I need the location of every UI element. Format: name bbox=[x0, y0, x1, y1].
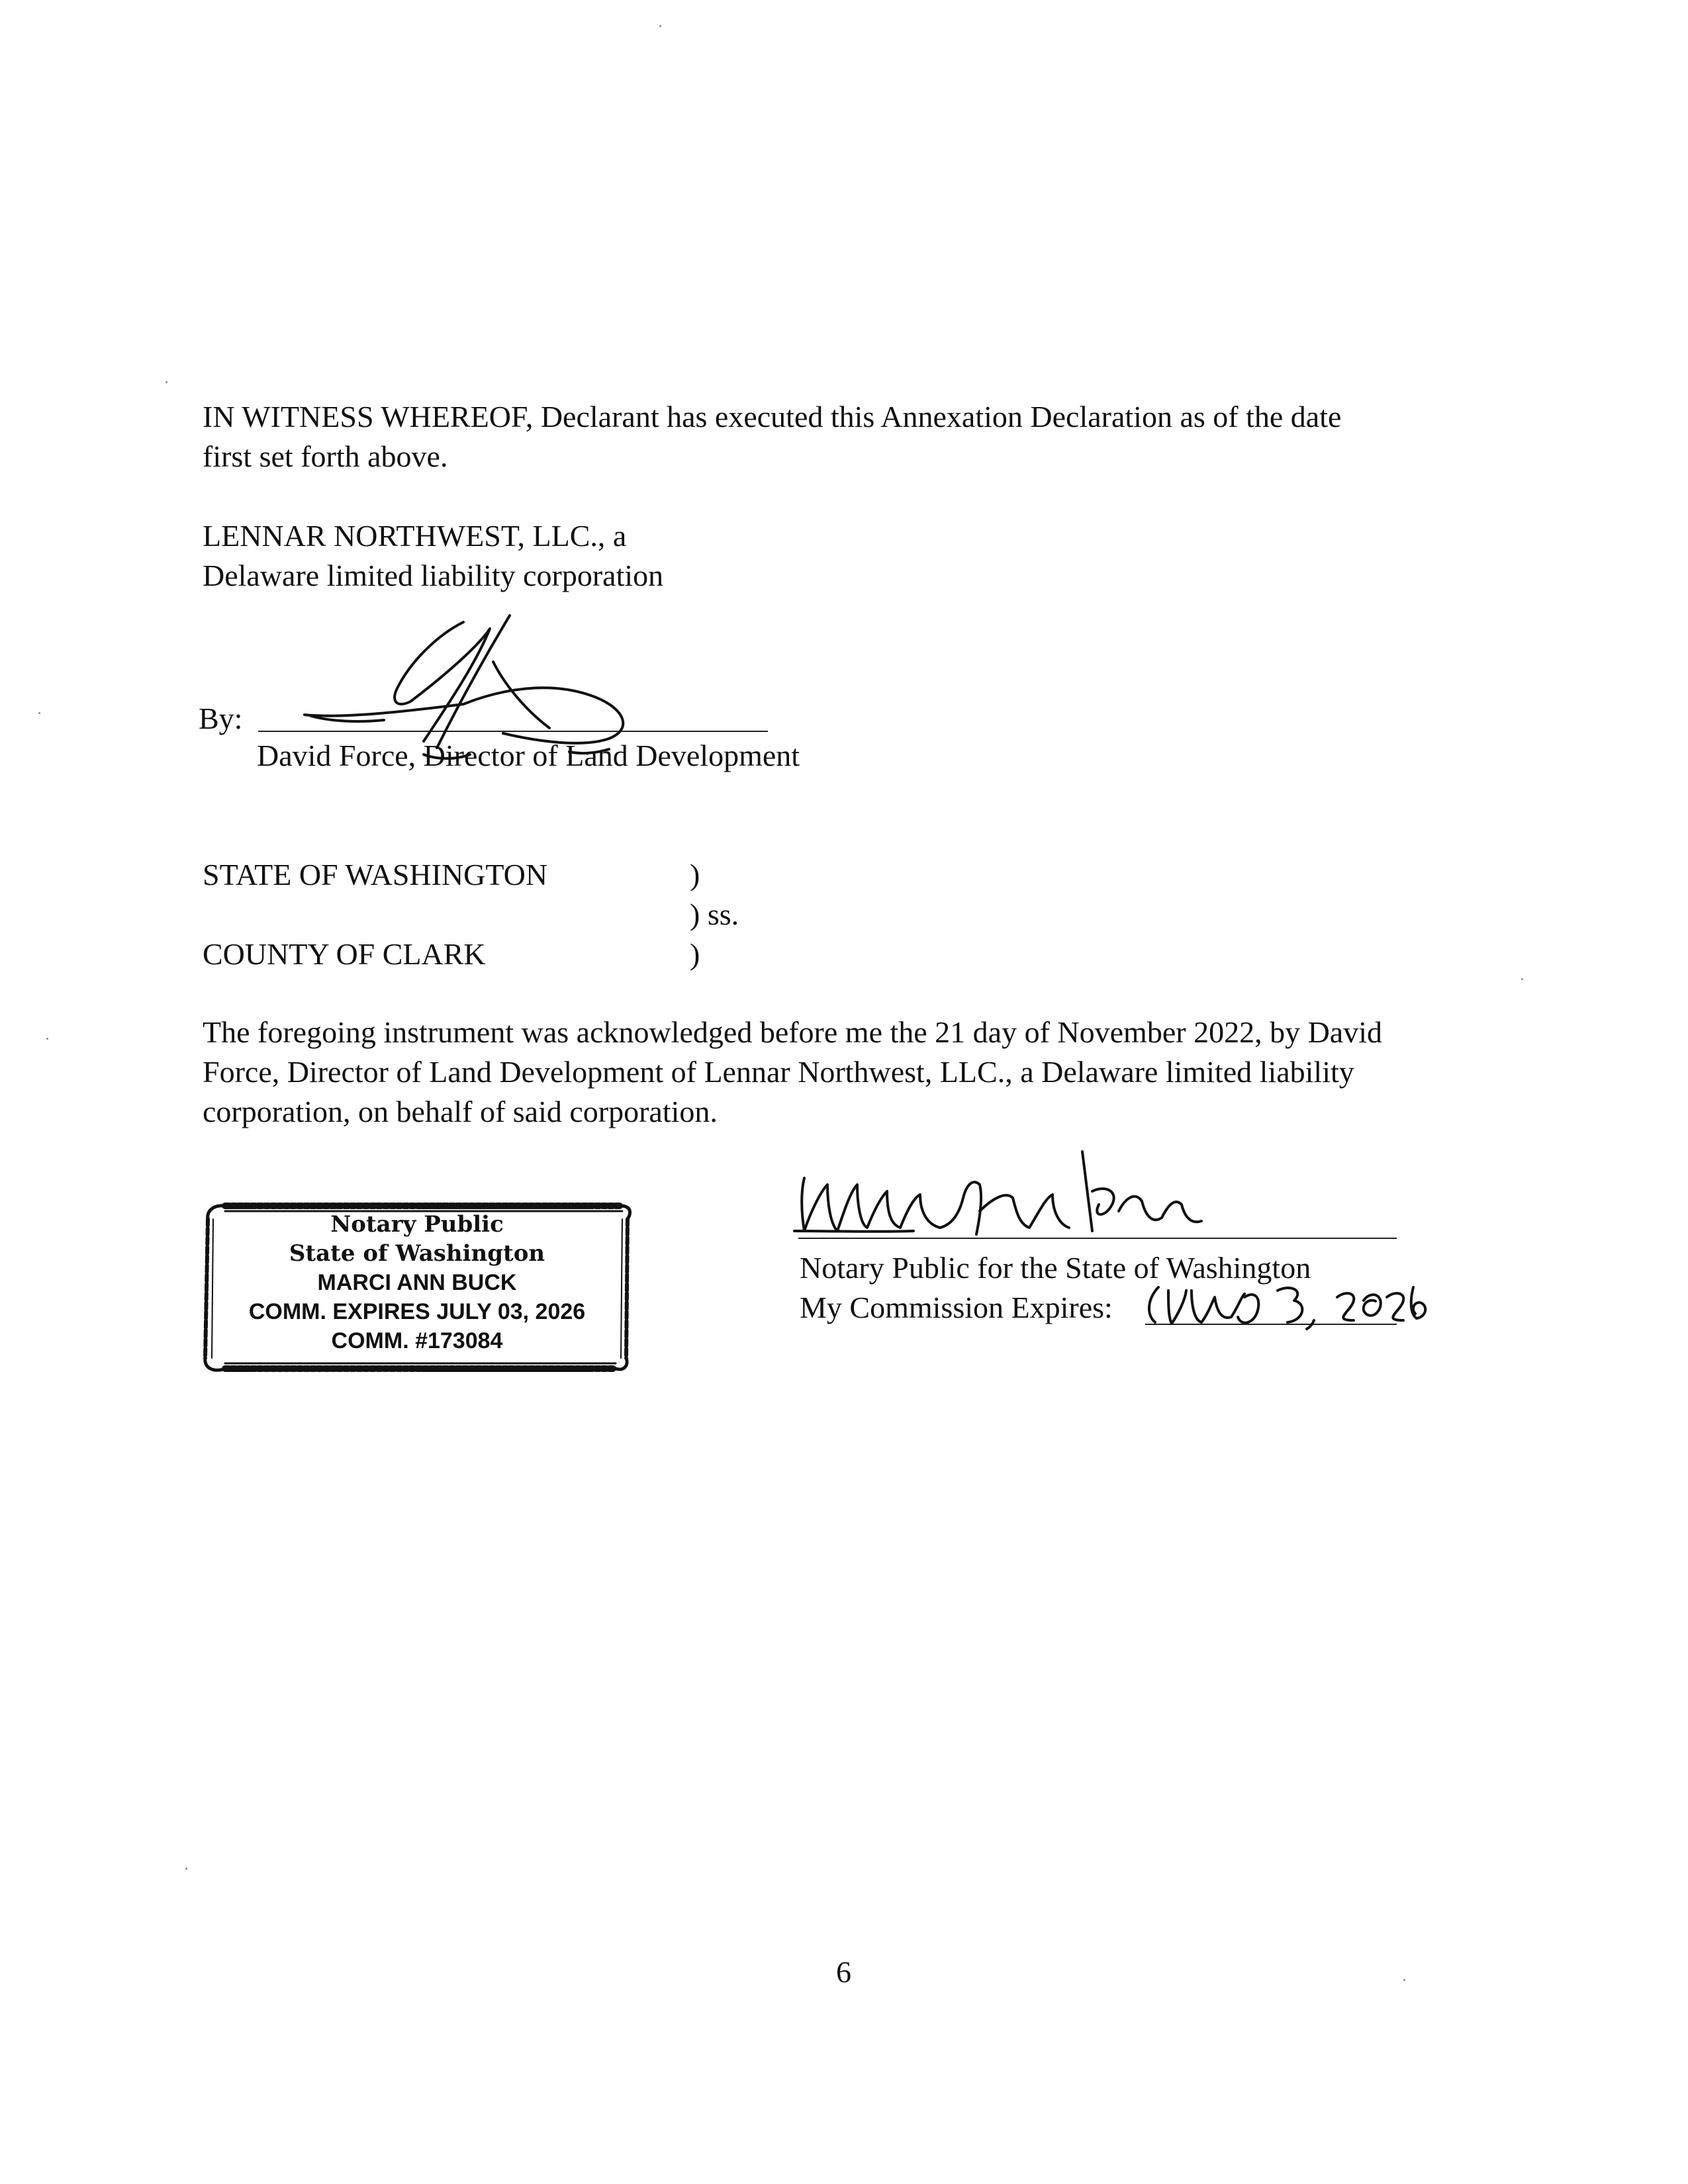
witness-line-1: IN WITNESS WHEREOF, Declarant has executed this Annexation Declaration as of the date bbox=[203, 400, 1342, 433]
declarant-entity: Delaware limited liability corporation bbox=[203, 559, 664, 592]
notary-public-line: Notary Public for the State of Washington bbox=[800, 1251, 1311, 1285]
venue-paren-top: ) bbox=[690, 858, 700, 891]
scan-speck bbox=[1521, 978, 1523, 980]
venue-paren-bottom: ) bbox=[690, 937, 700, 971]
stamp-title: Notary Public bbox=[330, 1211, 504, 1238]
stamp-notary-name: MARCI ANN BUCK bbox=[317, 1270, 517, 1295]
witness-line-2: first set forth above. bbox=[203, 439, 448, 473]
scan-speck bbox=[659, 25, 661, 27]
acknowledgment-line-2: Force, Director of Land Development of Lennar Northwest, LLC., a Delaware limited liability bbox=[203, 1055, 1354, 1089]
declarant-name: LENNAR NORTHWEST, LLC., a bbox=[203, 519, 627, 553]
scan-speck bbox=[38, 712, 40, 714]
venue-county: COUNTY OF CLARK bbox=[203, 937, 486, 971]
stamp-expiry: COMM. EXPIRES JULY 03, 2026 bbox=[248, 1299, 586, 1324]
by-label: By: bbox=[199, 702, 243, 735]
stamp-commission-number: COMM. #173084 bbox=[331, 1328, 503, 1353]
signer-name-title: David Force, Director of Land Development bbox=[257, 739, 800, 772]
page-number: 6 bbox=[836, 1955, 851, 1989]
scan-speck bbox=[165, 381, 167, 383]
commission-expires-label: My Commission Expires: bbox=[800, 1291, 1113, 1324]
scan-speck bbox=[185, 1868, 187, 1870]
scan-speck bbox=[1403, 1979, 1405, 1981]
venue-state: STATE OF WASHINGTON bbox=[203, 858, 548, 891]
venue-ss: ) ss. bbox=[690, 897, 739, 931]
scan-speck bbox=[46, 1038, 48, 1040]
acknowledgment-line-3: corporation, on behalf of said corporation. bbox=[203, 1095, 718, 1128]
acknowledgment-line-1: The foregoing instrument was acknowledged before me the 21 day of November 2022, by David bbox=[203, 1015, 1382, 1049]
stamp-state: State of Washington bbox=[289, 1240, 545, 1267]
